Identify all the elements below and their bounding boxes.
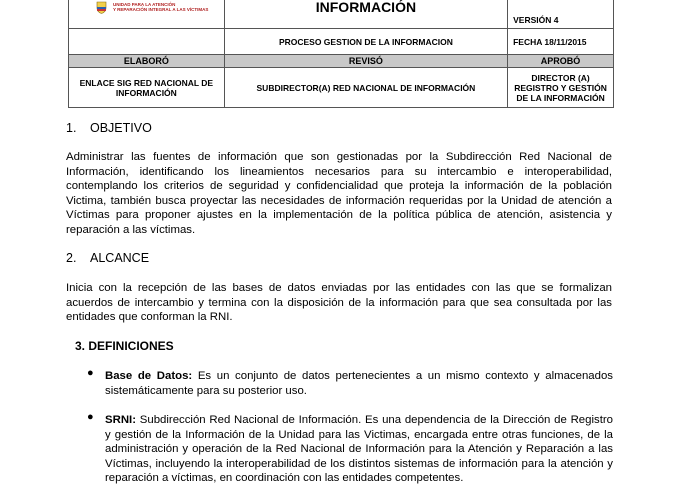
document-header-table: [68, 0, 614, 108]
reviso-value: SUBDIRECTOR(A) RED NACIONAL DE INFORMACIÓN: [224, 68, 507, 108]
definition-text: Subdirección Red Nacional de Información. Es una dependencia de la Dirección de Registro y gestión de la Información de la Unidad para las Victimas, encargada entre otras funciones, de la administración y operación de la Red Nacional de Información para la Atención y Reparación a las Víctimas, incluyendo la interoperabilidad de los distintos sistemas de información para la atención y reparación a víctimas, en coordinación con las entidades competentes.: [105, 414, 613, 485]
aprobo-value: DIRECTOR (A) REGISTRO Y GESTIÓN DE LA INFORMACIÓN: [508, 68, 614, 108]
logo-text: [113, 2, 208, 12]
alcance-text: Inicia con la recepción de las bases de datos enviadas por las entidades con las que se formalizan acuerdos de intercambio y termina con la disposición de la información para que sea consultada por las entidades que conforman la RNI.: [66, 282, 612, 324]
definition-item: [105, 413, 613, 486]
definition-item: [105, 369, 613, 398]
objetivo-text: Administrar las fuentes de información que son gestionadas por la Subdirección Red Nacional de Información, identificando los lineamientos necesarios para su intercambio e interoperabilidad, contemplando los criterios de seguridad y confidencialidad que proteja la información de la población Victima, también busca proyectar las necesidades de información requeridas por la Unidad de atención a Víctimas para proponer ajustes en la implementación de la política pública de atención, asistencia y reparación a las víctimas.: [66, 151, 612, 236]
logo-line-2: Y REPARACIÓN INTEGRAL A LAS VÍCTIMAS: [113, 7, 209, 12]
coat-of-arms-icon: [96, 1, 107, 14]
logo-line-1: UNIDAD PARA LA ATENCIÓN: [113, 2, 176, 7]
section-objetivo-heading: 1. OBJETIVO: [66, 121, 152, 135]
elaboro-value: ENLACE SIG RED NACIONAL DE INFORMACIÓN: [69, 68, 225, 108]
logo-cell: [69, 0, 225, 29]
section-alcance-heading: 2. ALCANCE: [66, 251, 150, 265]
col-reviso: REVISÓ: [224, 55, 507, 68]
col-elaboro: ELABORÓ: [69, 55, 225, 68]
section-definiciones-heading: 3. DEFINICIONES: [75, 339, 174, 353]
definition-term: SRNI:: [105, 414, 137, 426]
document-title: INFORMACIÓN: [224, 0, 507, 29]
bullet-icon: ●: [87, 411, 94, 423]
col-aprobo: APROBÓ: [508, 55, 614, 68]
version-cell: VERSIÓN 4: [508, 0, 614, 29]
logo-cell-lower: [69, 29, 225, 55]
bullet-icon: ●: [87, 367, 94, 379]
date-cell: FECHA 18/11/2015: [508, 29, 614, 55]
process-name: PROCESO GESTION DE LA INFORMACION: [224, 29, 507, 55]
definition-text: Es un conjunto de datos pertenecientes a un mismo contexto y almacenados sistemáticamente para su posterior uso.: [105, 370, 613, 397]
definition-term: Base de Datos:: [105, 370, 193, 382]
